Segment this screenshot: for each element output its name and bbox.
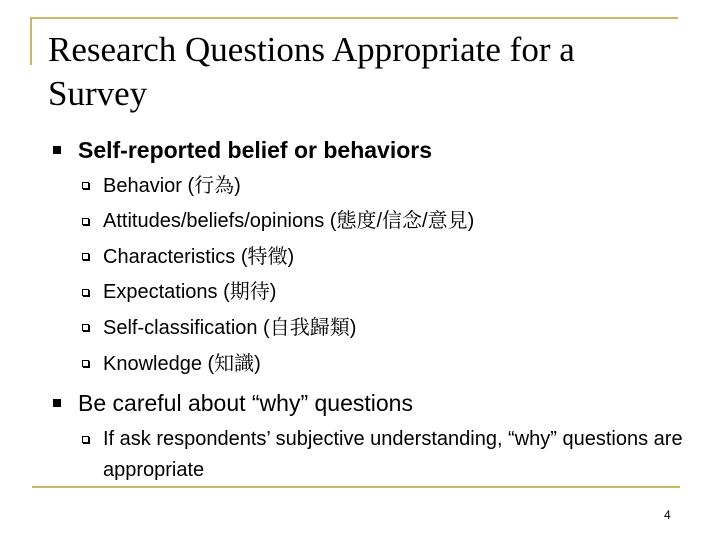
slide-title: Research Questions Appropriate for a Survey bbox=[48, 30, 575, 113]
left-rule bbox=[30, 17, 32, 65]
page-number: 4 bbox=[664, 508, 671, 522]
hollow-square-bullet-icon bbox=[82, 289, 89, 296]
hollow-square-bullet-icon bbox=[82, 436, 89, 443]
top-rule bbox=[30, 17, 678, 19]
square-bullet-icon bbox=[53, 399, 61, 407]
sub-bullet-behavior: Behavior (行為) bbox=[103, 175, 241, 197]
bullet-self-reported: Self-reported belief or behaviors bbox=[78, 137, 433, 163]
sub-bullet-why-appropriate: If ask respondents’ subjective understanding, “why” questions are appropriate bbox=[103, 428, 683, 481]
hollow-square-bullet-icon bbox=[82, 360, 89, 367]
hollow-square-bullet-icon bbox=[82, 324, 89, 331]
sub-bullet-self-classification: Self-classification (自我歸類) bbox=[103, 317, 357, 339]
hollow-square-bullet-icon bbox=[82, 218, 89, 225]
sub-bullet-knowledge: Knowledge (知識) bbox=[103, 353, 261, 375]
sub-bullet-attitudes: Attitudes/beliefs/opinions (態度/信念/意見) bbox=[103, 210, 475, 232]
square-bullet-icon bbox=[53, 146, 61, 154]
hollow-square-bullet-icon bbox=[82, 253, 89, 260]
sub-bullet-expectations: Expectations (期待) bbox=[103, 281, 277, 303]
bullet-why-questions: Be careful about “why” questions bbox=[78, 390, 413, 416]
bottom-rule bbox=[32, 486, 680, 488]
hollow-square-bullet-icon bbox=[82, 182, 89, 189]
sub-bullet-characteristics: Characteristics (特徵) bbox=[103, 246, 295, 268]
